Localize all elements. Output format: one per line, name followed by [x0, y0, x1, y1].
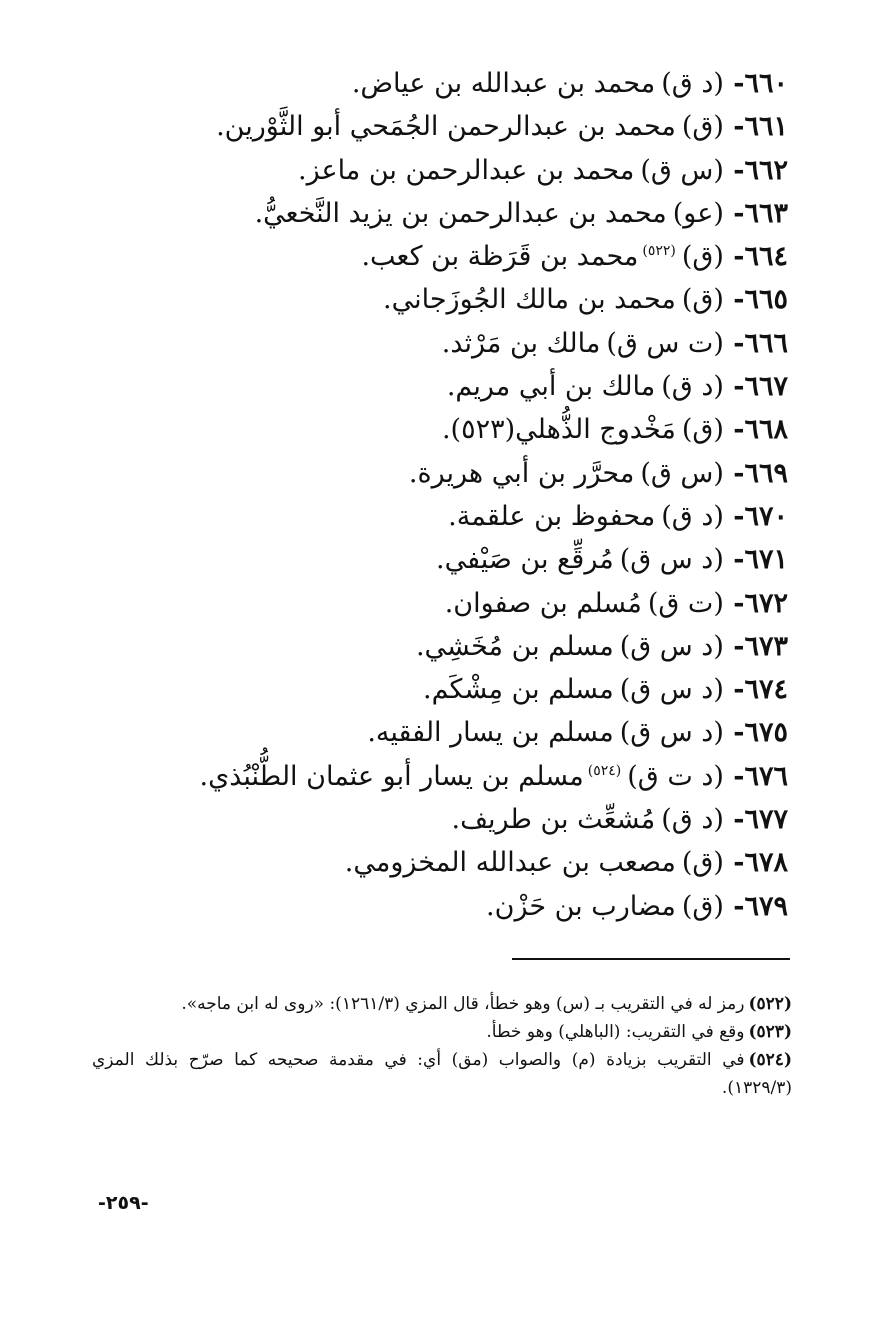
source-code: (ق) [681, 284, 724, 316]
narrator-name: مَخْدوج الذُّهلي(٥٢٣). [441, 414, 676, 446]
narrator-name: مسلم بن مِشْكَم. [423, 674, 614, 706]
list-item: ٦٦٠- (د ق)محمد بن عبدالله بن عياض. [351, 68, 788, 99]
footnote-text: وقع في التقريب: (الباهلي) وهو خطأ. [486, 1022, 745, 1042]
footnote-ref: (٥٢٢) [642, 243, 676, 260]
source-code: (د س ق) [619, 630, 724, 662]
narrator-name: محمد بن عبدالرحمن بن ماعز. [297, 154, 635, 186]
source-code: (د س ق) [619, 674, 724, 706]
source-code: (ق) [681, 241, 724, 273]
footnote-text: في التقريب بزيادة (م) والصواب (مق) أي: في مقدمة صحيحه كما صرّح بذلك المزي (١٣٢٩/٣). [92, 1050, 792, 1098]
footnote-number: (٥٢٣) [748, 1022, 792, 1042]
entry-number: ٦٦٣ [744, 197, 788, 229]
narrator-name: محمد بن قَرَظة بن كعب. [361, 241, 639, 273]
narrator-name: مسلم بن يسار الفقيه. [367, 717, 614, 749]
source-code: (د ت ق) [627, 760, 724, 792]
narrator-name: محرَّر بن أبي هريرة. [408, 457, 635, 489]
footnote-number: (٥٢٢) [748, 994, 792, 1014]
footnote-number: (٥٢٤) [748, 1050, 792, 1070]
list-item: ٦٧٦- (د ت ق)$^{(٥٢٤)}$مسلم بن يسار أبو عثمان الطُّنْبُذي. [199, 760, 788, 792]
narrator-name: مالك بن مَرْثد. [441, 327, 601, 359]
source-code: (د س ق) [619, 544, 724, 576]
entry-number: ٦٦٢ [744, 154, 788, 186]
narrator-name: محمد بن عبدالرحمن الجُمَحي أبو الثَّوْرين. [216, 111, 676, 143]
narrator-name: محفوظ بن علقمة. [448, 500, 656, 532]
footnotes [92, 990, 792, 1102]
entry-number: ٦٧٣ [744, 630, 788, 662]
list-item: ٦٦٣- (عو)محمد بن عبدالرحمن بن يزيد النَّخعيُّ. [254, 197, 788, 229]
list-item: ٦٦٧- (د ق)مالك بن أبي مريم. [446, 371, 788, 403]
narrator-name: مالك بن أبي مريم. [446, 371, 656, 403]
list-item: ٦٦١- (ق)محمد بن عبدالرحمن الجُمَحي أبو الثَّوْرين. [216, 111, 788, 143]
source-code: (ق) [681, 847, 724, 879]
list-item: ٦٧٩- (ق)مضارب بن حَزْن. [486, 890, 788, 922]
entry-number: ٦٦٠ [744, 68, 788, 99]
source-code: (ق) [681, 111, 724, 143]
list-item: ٦٦٨- (ق)مَخْدوج الذُّهلي(٥٢٣). [441, 414, 788, 446]
entry-number: ٦٦٩ [744, 457, 788, 489]
list-item: ٦٧٨- (ق)مصعب بن عبدالله المخزومي. [344, 847, 788, 879]
entry-number: ٦٦٧ [744, 371, 788, 403]
footnote-text: رمز له في التقريب بـ (س) وهو خطأ، قال المزي (١٢٦١/٣): «روى له ابن ماجه». [181, 994, 745, 1014]
source-code: (س ق) [640, 457, 724, 489]
entry-number: ٦٧٠ [744, 500, 788, 532]
entry-number: ٦٦٦ [744, 327, 788, 359]
entry-number: ٦٦٤ [744, 241, 788, 273]
list-item: ٦٦٩- (س ق)محرَّر بن أبي هريرة. [408, 457, 788, 489]
narrator-name: محمد بن مالك الجُوزَجاني. [383, 284, 676, 316]
entry-number: ٦٧٤ [744, 674, 788, 706]
source-code: (ت ق) [647, 587, 724, 619]
entry-number: ٦٦١ [744, 111, 788, 143]
list-item: ٦٦٦- (ت س ق)مالك بن مَرْثد. [441, 327, 788, 359]
list-item: ٦٧٤- (د س ق)مسلم بن مِشْكَم. [423, 674, 788, 706]
footnote [92, 990, 792, 1018]
footnote-ref: (٥٢٤) [587, 762, 622, 779]
list-item: ٦٧٧- (د ق)مُشعِّث بن طريف. [451, 804, 788, 836]
list-item: ٦٧٠- (د ق)محفوظ بن علقمة. [448, 500, 788, 532]
entry-number: ٦٧٢ [744, 587, 788, 619]
entry-number: ٦٦٥ [744, 284, 788, 316]
source-code: (د ق) [661, 500, 724, 532]
narrator-name: محمد بن عبدالله بن عياض. [351, 68, 656, 99]
entry-number: ٦٧١ [744, 544, 788, 576]
entry-number: ٦٧٧ [744, 804, 788, 836]
entry-number: ٦٧٦ [744, 760, 788, 792]
source-code: (د ق) [661, 68, 724, 99]
page-number: -٢٥٩- [98, 1192, 149, 1214]
list-item: ٦٧٢- (ت ق)مُسلم بن صفوان. [444, 587, 788, 619]
footnote-divider [512, 958, 790, 960]
list-item: ٦٧١- (د س ق)مُرقِّع بن صَيْفي. [436, 544, 788, 576]
narrator-name: مُرقِّع بن صَيْفي. [436, 544, 614, 576]
narrator-list [68, 62, 788, 928]
footnote [92, 1018, 792, 1046]
list-item: ٦٦٢- (س ق)محمد بن عبدالرحمن بن ماعز. [297, 154, 788, 186]
narrator-name: مُشعِّث بن طريف. [451, 804, 656, 836]
source-code: (د ق) [661, 804, 724, 836]
source-code: (ق) [681, 890, 724, 922]
narrator-name: مسلم بن يسار أبو عثمان الطُّنْبُذي. [199, 760, 584, 792]
narrator-name: مصعب بن عبدالله المخزومي. [344, 847, 676, 879]
source-code: (ت س ق) [606, 327, 724, 359]
source-code: (س ق) [640, 154, 724, 186]
narrator-name: مضارب بن حَزْن. [486, 890, 676, 922]
narrator-name: مُسلم بن صفوان. [444, 587, 642, 619]
source-code: (ق) [681, 414, 724, 446]
footnote [92, 1046, 792, 1102]
narrator-name: مسلم بن مُخَشِي. [415, 630, 614, 662]
entry-number: ٦٦٨ [744, 414, 788, 446]
source-code: (عو) [672, 197, 724, 229]
list-item: ٦٦٥- (ق)محمد بن مالك الجُوزَجاني. [383, 284, 788, 316]
source-code: (د ق) [661, 371, 724, 403]
list-item: ٦٦٤- (ق)$^{(٥٢٢)}$محمد بن قَرَظة بن كعب. [361, 241, 788, 273]
list-item: ٦٧٣- (د س ق)مسلم بن مُخَشِي. [415, 630, 788, 662]
entry-number: ٦٧٩ [744, 890, 788, 922]
narrator-name: محمد بن عبدالرحمن بن يزيد النَّخعيُّ. [254, 197, 667, 229]
list-item: ٦٧٥- (د س ق)مسلم بن يسار الفقيه. [367, 717, 788, 749]
entry-number: ٦٧٥ [744, 717, 788, 749]
source-code: (د س ق) [619, 717, 724, 749]
entry-number: ٦٧٨ [744, 847, 788, 879]
